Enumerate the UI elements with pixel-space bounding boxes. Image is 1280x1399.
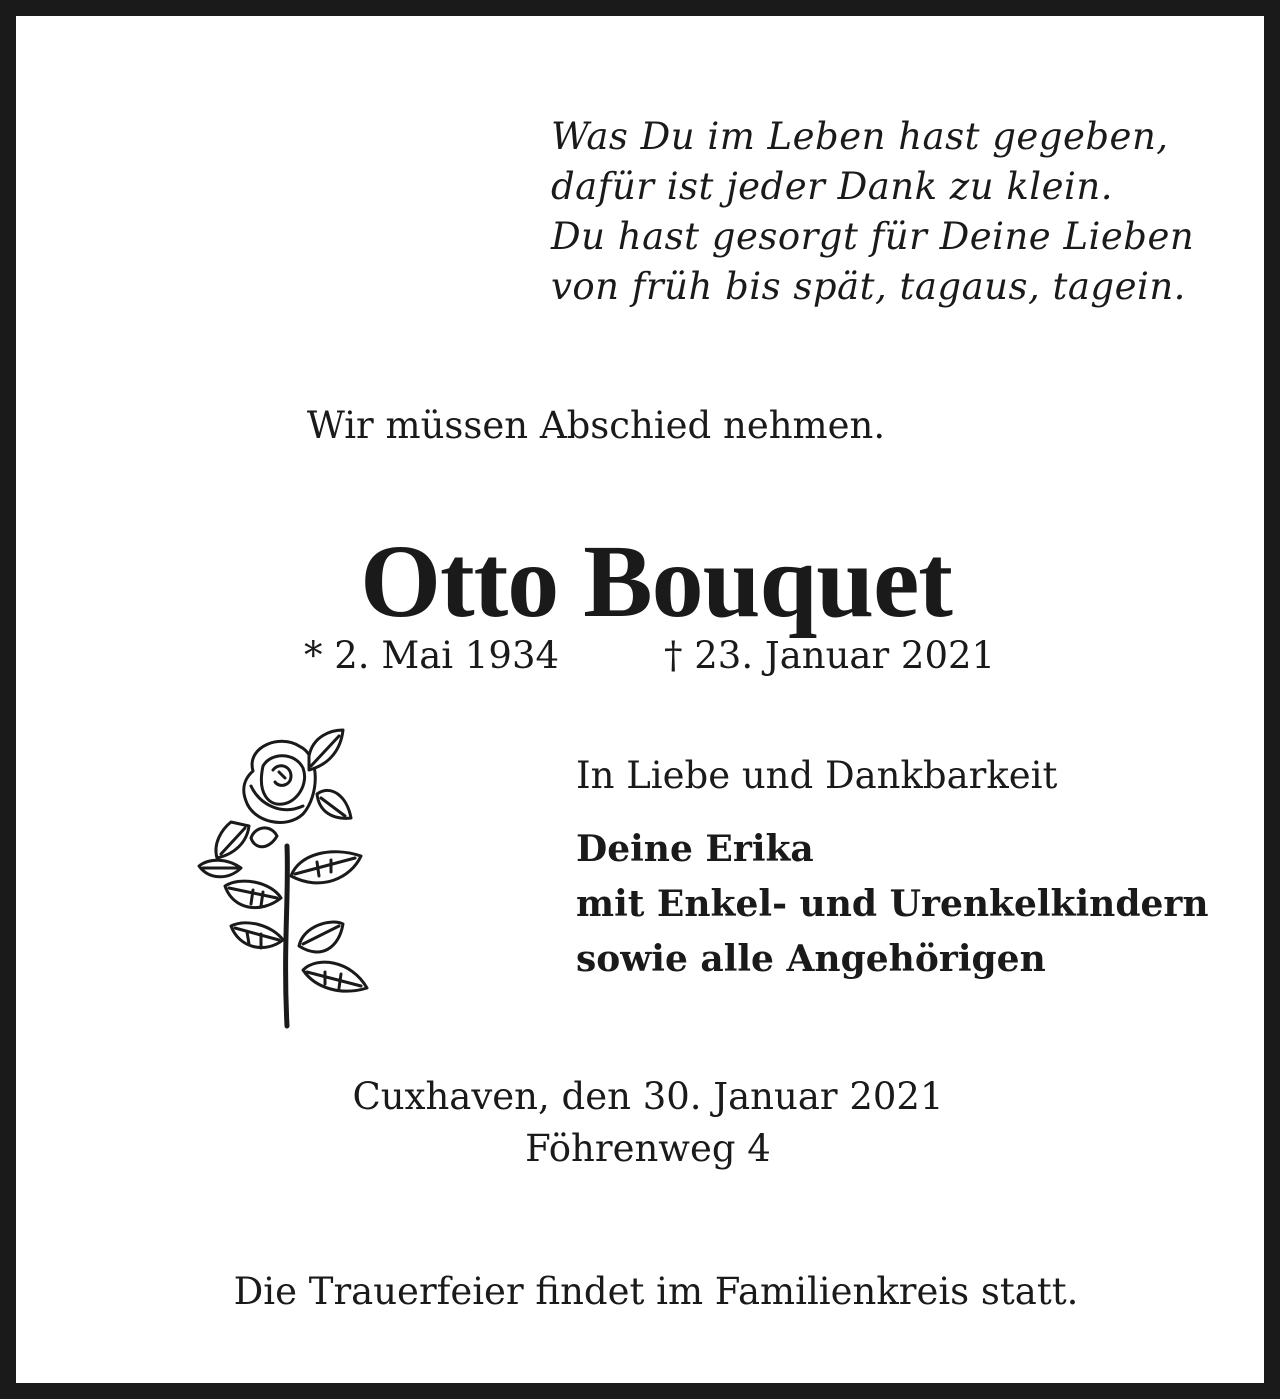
poem: [551, 112, 1194, 312]
mourners-greeting: In Liebe und Dankbarkeit: [576, 754, 1058, 797]
birth-date: * 2. Mai 1934: [304, 634, 560, 677]
rose-icon: [191, 726, 371, 1036]
farewell-intro: Wir müssen Abschied nehmen.: [306, 404, 886, 447]
death-date: † 23. Januar 2021: [664, 634, 996, 677]
city-date: Cuxhaven, den 30. Januar 2021: [352, 1075, 944, 1118]
poem-line: von früh bis spät, tagaus, tagein.: [551, 265, 1186, 308]
mourners-list: [576, 822, 1209, 987]
place-and-date: [16, 1071, 1280, 1175]
funeral-notice: Die Trauerfeier findet im Familienkreis statt.: [233, 1270, 1079, 1313]
mourner-line: mit Enkel- und Urenkelkindern: [576, 883, 1209, 925]
mourner-line: Deine Erika: [576, 828, 814, 870]
poem-line: Was Du im Leben hast gegeben,: [551, 115, 1169, 158]
address: Föhrenweg 4: [525, 1127, 771, 1170]
poem-line: Du hast gesorgt für Deine Lieben: [551, 215, 1195, 258]
poem-line: dafür ist jeder Dank zu klein.: [551, 165, 1113, 208]
deceased-name: Otto Bouquet: [360, 524, 952, 639]
mourner-line: sowie alle Angehörigen: [576, 938, 1046, 980]
